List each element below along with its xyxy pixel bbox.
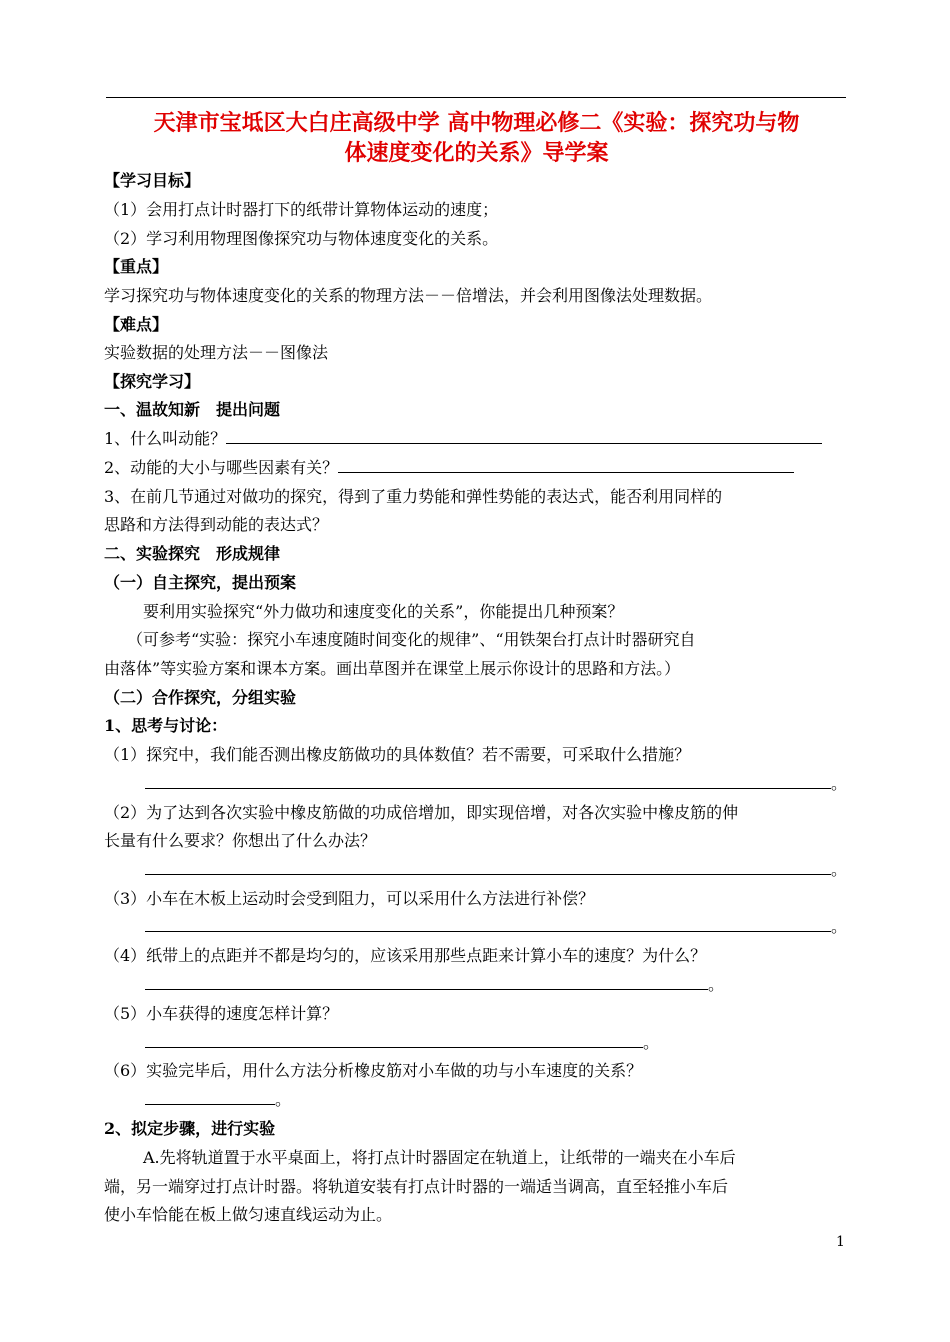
objectives-heading: 【学习目标】	[104, 171, 201, 190]
discuss-5: （5）小车获得的速度怎样计算？	[104, 1004, 339, 1023]
answer-blank-d5[interactable]	[145, 1031, 643, 1048]
question-3-line-1: 3、在前几节通过对做功的探究，得到了重力势能和弹性势能的表达式，能否利用同样的	[104, 487, 723, 506]
discuss-2-line-2: 长量有什么要求？你想出了什么办法？	[104, 831, 377, 850]
period: 。	[831, 860, 848, 879]
discuss-3: （3）小车在木板上运动时会受到阻力，可以采用什么方法进行补偿？	[104, 889, 595, 908]
key-point-heading: 【重点】	[104, 257, 169, 276]
question-1	[104, 427, 822, 451]
inquiry-heading: 【探究学习】	[104, 372, 201, 391]
sub2-heading: （二）合作探究，分组实验	[104, 688, 297, 707]
step-a-line-1: A.先将轨道置于水平桌面上，将打点计时器固定在轨道上，让纸带的一端夹在小车后	[143, 1148, 736, 1167]
key-point-text: 学习探究功与物体速度变化的关系的物理方法－－倍增法，并会利用图像法处理数据。	[104, 286, 713, 305]
title-line-2: 体速度变化的关系》导学案	[344, 140, 609, 166]
discuss-1-answer	[145, 772, 847, 796]
answer-blank-d6[interactable]	[145, 1088, 275, 1105]
discuss-4: （4）纸带上的点距并不都是均匀的，应该采用那些点距来计算小车的速度？为什么？	[104, 946, 707, 965]
answer-blank-1[interactable]	[226, 427, 822, 444]
sub1-paragraph-1: 要利用实验探究“外力做功和速度变化的关系”，你能提出几种预案？	[143, 602, 624, 621]
step-a-line-3: 使小车恰能在板上做匀速直线运动为止。	[104, 1205, 393, 1224]
step-a-line-2: 端，另一端穿过打点计时器。将轨道安装有打点计时器的一端适当调高，直至轻推小车后	[104, 1177, 729, 1196]
discuss-2-line-1: （2）为了达到各次实验中橡皮筋做的功成倍增加，即实现倍增，对各次实验中橡皮筋的伸	[104, 803, 739, 822]
discuss-2-answer	[145, 858, 847, 882]
discuss-6: （6）实验完毕后，用什么方法分析橡皮筋对小车做的功与小车速度的关系？	[104, 1061, 643, 1080]
section2-heading: 二、实验探究 形成规律	[104, 544, 281, 563]
period: 。	[275, 1090, 292, 1109]
objective-2: （2）学习利用物理图像探究功与物体速度变化的关系。	[104, 229, 499, 248]
period: 。	[831, 917, 848, 936]
answer-blank-d4[interactable]	[145, 973, 708, 990]
discuss-1: （1）探究中，我们能否测出橡皮筋做功的具体数值？若不需要，可采取什么措施？	[104, 745, 691, 764]
title-line-1: 天津市宝坻区大白庄高级中学 高中物理必修二《实验：探究功与物	[153, 110, 800, 136]
sub1-heading: （一）自主探究，提出预案	[104, 573, 297, 592]
question-2	[104, 456, 794, 480]
period: 。	[831, 774, 848, 793]
question-3-line-2: 思路和方法得到动能的表达式？	[104, 515, 329, 534]
discuss-5-answer	[145, 1031, 659, 1055]
sub1-paragraph-2-line-1: （可参考“实验：探究小车速度随时间变化的规律”、“用铁架台打点计时器研究自	[127, 630, 696, 649]
question-1-text: 1、什么叫动能？	[104, 429, 227, 448]
answer-blank-d3[interactable]	[145, 915, 831, 932]
question-2-text: 2、动能的大小与哪些因素有关？	[104, 458, 339, 477]
answer-blank-2[interactable]	[338, 456, 794, 473]
discuss-6-answer	[145, 1088, 291, 1112]
difficulty-heading: 【难点】	[104, 315, 169, 334]
document-title	[104, 108, 849, 168]
answer-blank-d1[interactable]	[145, 772, 831, 789]
period: 。	[708, 975, 725, 994]
difficulty-text: 实验数据的处理方法－－图像法	[104, 343, 329, 362]
section1-heading: 一、温故知新 提出问题	[104, 400, 281, 419]
discuss-heading: 1、思考与讨论：	[104, 716, 228, 735]
period: 。	[643, 1033, 660, 1052]
header-rule	[106, 97, 846, 98]
objective-1: （1）会用打点计时器打下的纸带计算物体运动的速度；	[104, 200, 499, 219]
steps-heading: 2、拟定步骤，进行实验	[104, 1119, 276, 1138]
answer-blank-d2[interactable]	[145, 858, 831, 875]
page-number: 1	[836, 1234, 845, 1250]
discuss-4-answer	[145, 973, 724, 997]
sub1-paragraph-2-line-2: 由落体”等实验方案和课本方案。画出草图并在课堂上展示你设计的思路和方法。）	[104, 659, 681, 678]
discuss-3-answer	[145, 915, 847, 939]
